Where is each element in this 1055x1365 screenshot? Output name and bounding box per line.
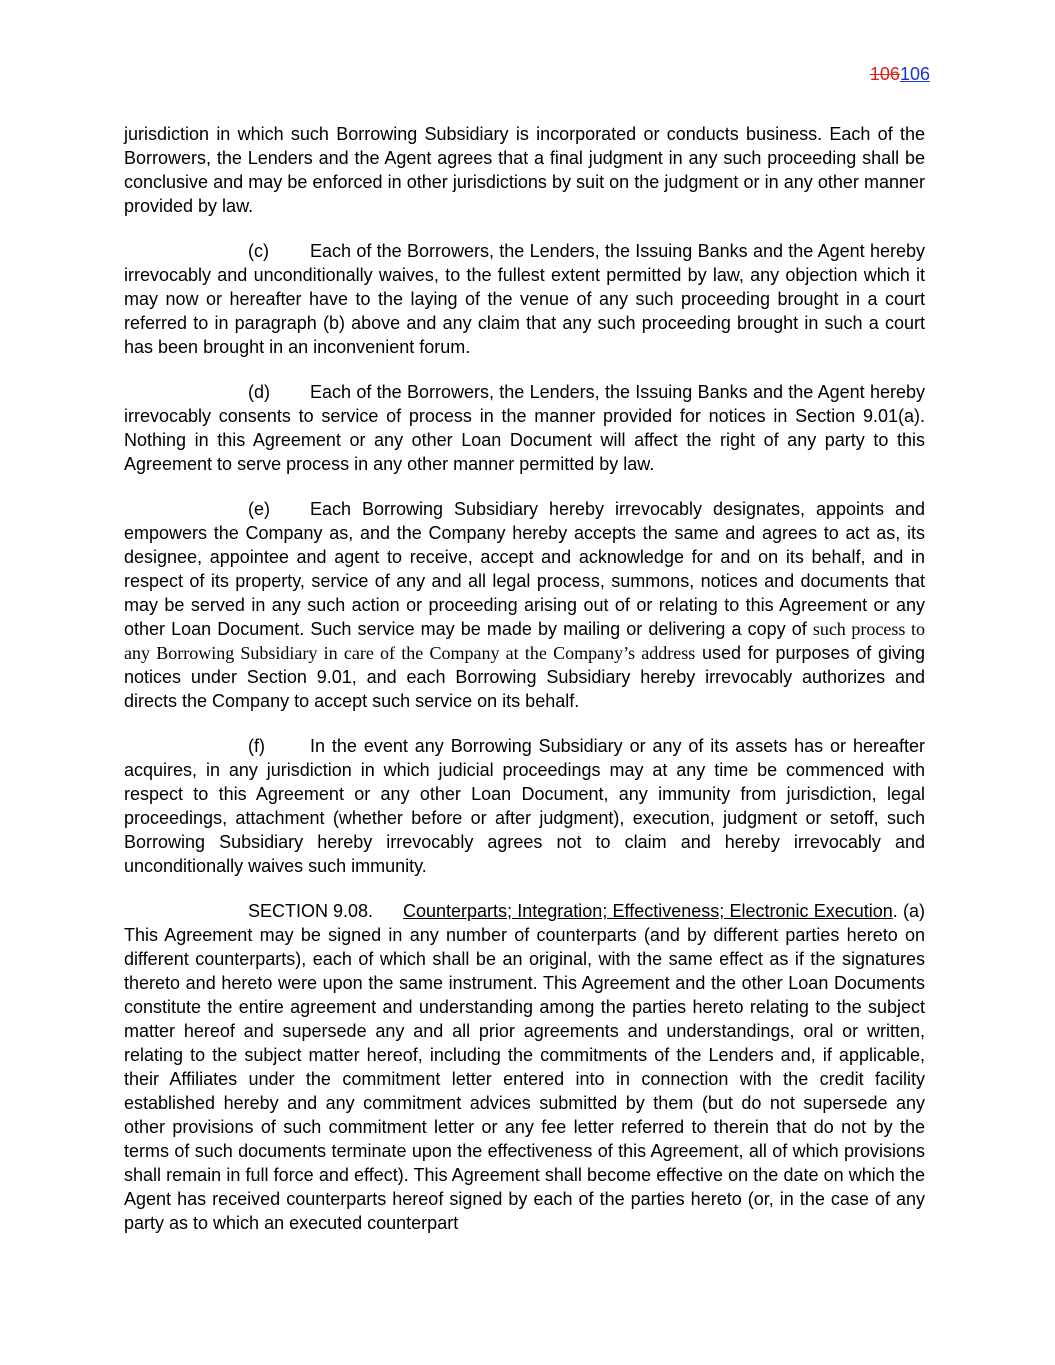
page-number-deleted: 106	[869, 64, 900, 84]
paragraph-d	[124, 380, 925, 476]
section-9-08	[124, 899, 925, 1235]
paragraph-text-serif: such process to any Borrowing Subsidiary in care of the Company at the Company’s address	[124, 619, 925, 663]
paragraph-marker: (f)	[248, 736, 265, 756]
paragraph-marker: (c)	[248, 241, 269, 261]
paragraph-text: In the event any Borrowing Subsidiary or any of its assets has or hereafter acquires, in any jurisdiction in which judicial proceedings may at any time be commenced with respect to this Agreement or any other Loan Document, any immunity from jurisdiction, legal proceedings, attachment (whether before or after judgment), execution, judgment or setoff, such Borrowing Subsidiary hereby irrevocably agrees not to claim and hereby irrevocably and unconditionally waives such immunity.	[124, 736, 925, 876]
paragraph-text: Each of the Borrowers, the Lenders, the Issuing Banks and the Agent hereby irrevocably consents to service of process in the manner provided for notices in Section 9.01(a). Nothing in this Agreement or any other Loan Document will affect the right of any party to this Agreement to serve process in any other manner permitted by law.	[124, 382, 925, 474]
section-title-period: .	[892, 901, 898, 921]
paragraph-marker: (e)	[248, 499, 270, 519]
paragraph-continuation	[124, 122, 925, 218]
paragraph-marker: (d)	[248, 382, 270, 402]
page-number	[870, 63, 930, 85]
paragraph-text: Each of the Borrowers, the Lenders, the Issuing Banks and the Agent hereby irrevocably and unconditionally waives, to the fullest extent permitted by law, any objection which it may now or hereafter have to the laying of the venue of any such proceeding brought in a court referred to in paragraph (b) above and any claim that any such proceeding brought in such a court has been brought in an inconvenient forum.	[124, 241, 925, 357]
section-number: SECTION 9.08.	[248, 901, 374, 921]
paragraph-f	[124, 734, 925, 878]
paragraph-text: used for purposes of giving notices under Section 9.01, and each Borrowing Subsidiary hereby irrevocably authorizes and directs the Company to accept such service on its behalf.	[124, 643, 925, 711]
paragraph-e	[124, 497, 925, 713]
page-number-inserted: 106	[899, 64, 930, 84]
paragraph-text: Each Borrowing Subsidiary hereby irrevocably designates, appoints and empowers the Company as, and the Company hereby accepts the same and agrees to act as, its designee, appointee and agent to receive, accept and acknowledge for and on its behalf, and in respect of its property, service of any and all legal process, summons, notices and documents that may be served in any such action or proceeding arising out of or relating to this Agreement or any other Loan Document. Such service may be made by mailing or delivering a copy of	[124, 499, 925, 639]
document-body	[124, 122, 925, 1256]
section-title: Counterparts; Integration; Effectiveness; Electronic Execution	[403, 901, 893, 921]
paragraph-text: jurisdiction in which such Borrowing Subsidiary is incorporated or conducts business. Each of the Borrowers, the Lenders and the Agent agrees that a final judgment in any such proceeding shall be conclusive and may be enforced in other jurisdictions by suit on the judgment or in any other manner provided by law.	[124, 124, 925, 216]
paragraph-c	[124, 239, 925, 359]
paragraph-text: (a) This Agreement may be signed in any number of counterparts (and by different parties hereto on different counterparts), each of which shall be an original, with the same effect as if the signatures thereto and hereto were upon the same instrument. This Agreement and the other Loan Documents constitute the entire agreement and understanding among the parties hereto relating to the subject matter hereof and supersede any and all prior agreements and understandings, oral or written, relating to the subject matter hereof, including the commitments of the Lenders and, if applicable, their Affiliates under the commitment letter entered into in connection with the credit facility established hereby and any commitment advices submitted by them (but do not supersede any other provisions of such commitment letter or any fee letter referred to therein that do not by the terms of such documents terminate upon the effectiveness of this Agreement, all of which provisions shall remain in full force and effect). This Agreement shall become effective on the date on which the Agent has received counterparts hereof signed by each of the parties hereto (or, in the case of any party as to which an executed counterpart	[124, 901, 925, 1233]
